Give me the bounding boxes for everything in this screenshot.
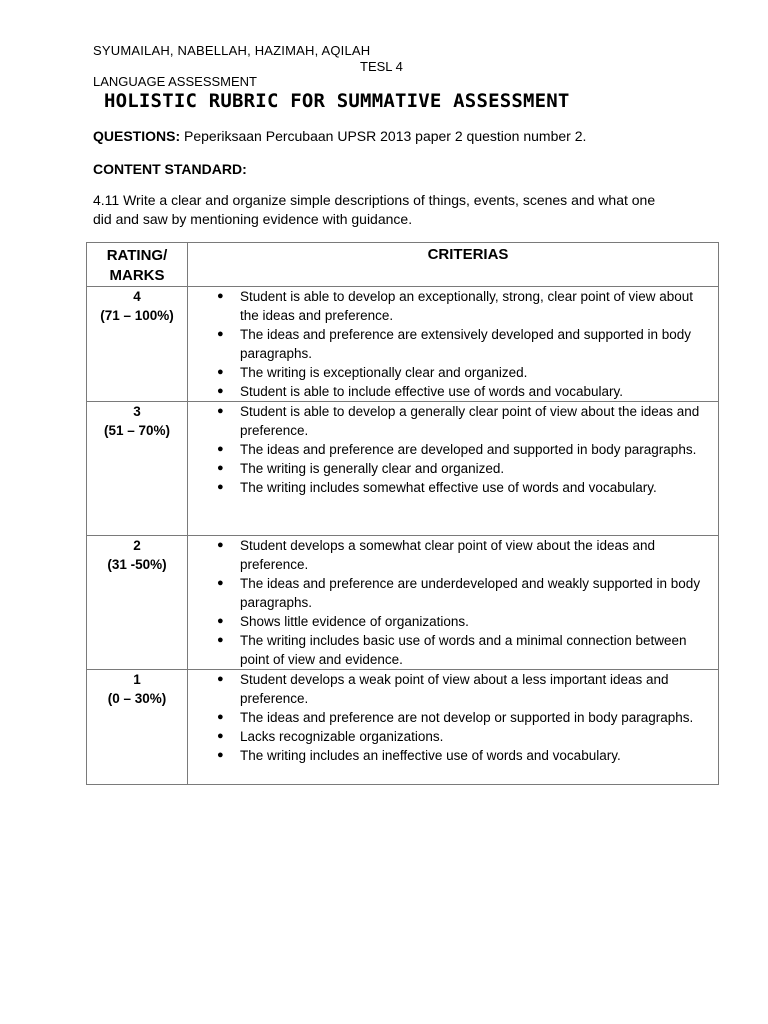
bullet-icon: ● [217, 481, 224, 493]
bullet-icon: ● [217, 443, 224, 455]
list-item [188, 536, 712, 574]
rating-cell [87, 670, 188, 785]
page-title: HOLISTIC RUBRIC FOR SUMMATIVE ASSESSMENT [104, 90, 570, 112]
content-standard-text: 4.11 Write a clear and organize simple descriptions of things, events, scenes and what one did and saw by mentioning evidence with guidance. [93, 192, 656, 227]
rating-value: 1 [133, 672, 141, 687]
table-row [87, 287, 719, 402]
criteria-text: The ideas and preference are underdeveloped and weakly supported in body paragraphs. [240, 576, 701, 610]
subject-name: LANGUAGE ASSESSMENT [93, 74, 257, 89]
course-code: TESL 4 [360, 59, 403, 74]
rating-value: 4 [133, 289, 141, 304]
bullet-icon: ● [217, 711, 224, 723]
bullet-icon: ● [217, 385, 224, 397]
criteria-list [188, 402, 718, 497]
list-item [188, 382, 712, 401]
list-item [188, 478, 712, 497]
rating-value: 3 [133, 404, 141, 419]
list-item [188, 670, 712, 708]
list-item [188, 708, 712, 727]
rating-cell [87, 287, 188, 402]
list-item [188, 402, 712, 440]
criteria-text: The writing is generally clear and organized. [240, 461, 505, 476]
rating-cell [87, 536, 188, 670]
table-row [87, 670, 719, 785]
criteria-text: The ideas and preference are extensively developed and supported in body paragraphs. [240, 327, 692, 361]
criteria-text: Shows little evidence of organizations. [240, 614, 469, 629]
list-item [188, 440, 712, 459]
bullet-icon: ● [217, 366, 224, 378]
rating-header-line2: MARKS [109, 267, 165, 284]
list-item [188, 727, 712, 746]
table-row [87, 536, 719, 670]
rating-range: (51 – 70%) [103, 423, 171, 438]
criteria-text: The writing includes somewhat effective use of words and vocabulary. [240, 480, 657, 495]
rating-value: 2 [133, 538, 141, 553]
list-item [188, 631, 712, 669]
bullet-icon: ● [217, 328, 224, 340]
list-item [188, 574, 712, 612]
questions-line [93, 128, 586, 144]
criteria-list [188, 287, 718, 401]
rating-range: (71 – 100%) [100, 308, 174, 323]
bullet-icon: ● [217, 730, 224, 742]
rating-range: (31 -50%) [107, 557, 167, 572]
bullet-icon: ● [217, 290, 224, 302]
table-header-row [87, 243, 719, 287]
criteria-list [188, 536, 718, 669]
criteria-text: The writing is exceptionally clear and organized. [240, 365, 528, 380]
bullet-icon: ● [217, 673, 224, 685]
table-row [87, 402, 719, 536]
bullet-icon: ● [217, 634, 224, 646]
rubric-table [86, 242, 719, 785]
bullet-icon: ● [217, 749, 224, 761]
author-names: SYUMAILAH, NABELLAH, HAZIMAH, AQILAH [93, 43, 371, 58]
bullet-icon: ● [217, 539, 224, 551]
criteria-text: Student is able to develop a generally clear point of view about the ideas and preference. [240, 404, 700, 438]
list-item [188, 287, 712, 325]
criteria-text: The ideas and preference are not develop or supported in body paragraphs. [240, 710, 694, 725]
criteria-text: Student is able to include effective use of words and vocabulary. [240, 384, 623, 399]
criteria-header: CRITERIAS [188, 243, 719, 287]
bullet-icon: ● [217, 405, 224, 417]
criteria-text: Student develops a weak point of view about a less important ideas and preference. [240, 672, 669, 706]
rating-cell [87, 402, 188, 536]
questions-text: Peperiksaan Percubaan UPSR 2013 paper 2 question number 2. [180, 128, 587, 144]
rating-header [87, 243, 188, 287]
bullet-icon: ● [217, 615, 224, 627]
criteria-text: The writing includes an ineffective use of words and vocabulary. [240, 748, 621, 763]
list-item [188, 325, 712, 363]
list-item [188, 363, 712, 382]
criteria-text: Lacks recognizable organizations. [240, 729, 444, 744]
criteria-text: Student develops a somewhat clear point of view about the ideas and preference. [240, 538, 656, 572]
criteria-cell [188, 402, 719, 536]
list-item [188, 746, 712, 765]
criteria-text: The ideas and preference are developed and supported in body paragraphs. [240, 442, 697, 457]
content-standard-label: CONTENT STANDARD: [93, 161, 247, 177]
list-item [188, 459, 712, 478]
criteria-text: Student is able to develop an exceptionally, strong, clear point of view about the ideas and preference. [240, 289, 694, 323]
criteria-cell [188, 536, 719, 670]
rating-header-line1: RATING/ [106, 247, 168, 264]
criteria-cell [188, 670, 719, 785]
bullet-icon: ● [217, 577, 224, 589]
questions-label: QUESTIONS: [93, 128, 181, 144]
bullet-icon: ● [217, 462, 224, 474]
list-item [188, 612, 712, 631]
criteria-text: The writing includes basic use of words and a minimal connection between point of view and evidence. [240, 633, 687, 667]
rating-range: (0 – 30%) [107, 691, 167, 706]
criteria-cell [188, 287, 719, 402]
criteria-list [188, 670, 718, 765]
